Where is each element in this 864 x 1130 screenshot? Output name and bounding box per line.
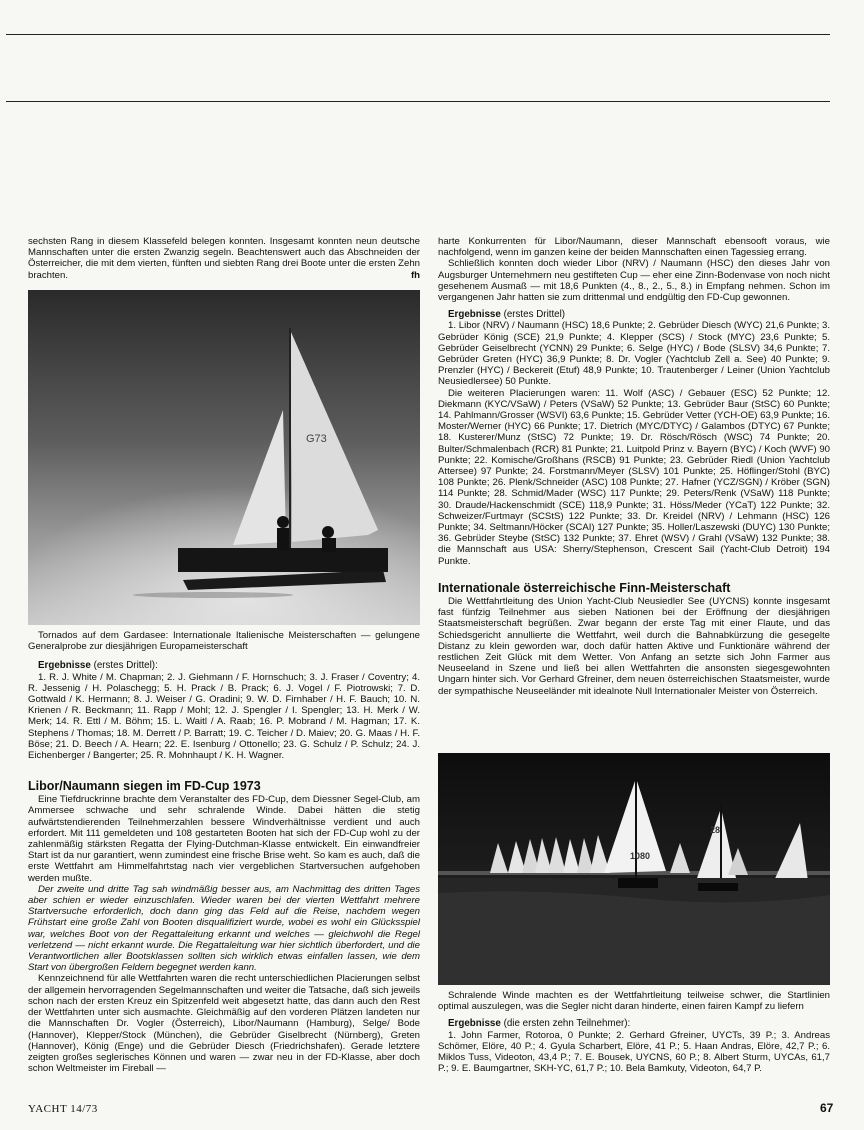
page-number: 67 xyxy=(820,1101,834,1115)
right-column xyxy=(438,236,830,697)
finn-sail-number-1: 1080 xyxy=(630,851,651,861)
fd-cup-paragraph-2: Der zweite und dritte Tag sah windmäßig besser aus, am Nachmittag des dritten Tages aber schien er wieder einzuschlafen. Wieder waren bei der vierten Wettfahrt mehrere Startversuche erforderlich, doch dann ging das Feld auf die Reise, nachdem wegen Frühstart eine große Zahl von Booten disqualifiziert wurde, wobei es wohl ein Glücksspiel war, welches Boot von der Regattaleitung erkannt und welches — gleichwohl die Regel verletzend — nicht erkannt wurde. Die Regattaleitung war hier sichtlich überfordert, und die Verantwortlichen aller Bootsklassen sollten sich wirklich etwas einfallen lassen, wie dem Start von übergroßen Feldern begegnet werden kann. xyxy=(28,883,420,974)
fd-cup-paragraph-4: harte Konkurrenten für Libor/Naumann, dieser Mannschaft ebensooft voraus, wie nachfolgend, wenn im ganzen keine der beiden Mannschaften einen Tagessieg errang. xyxy=(438,236,830,259)
fd-cup-paragraph-3: Kennzeichnend für alle Wettfahrten waren die recht unterschiedlichen Placierungen selbst der allgemein hervorragenden Segelmannschaften und weiter die Tatsache, daß sich jeweils schon nach der ersten Kreuz ein Spitzenfeld weit abgesetzt hatte, das dann auch den Rest der Wettfahrten unter sich ausmachte. Gleichmäßig auf den vorderen Plätzen landeten nur die Mannschaften Dr. Vogler (Österreich), Libor/Naumann (Hamburg), Selge/ Bode (Hannover), Klepper/Stock (München), die Gebrüder Giselbrecht (Nürnberg), Greten (Hannover), König (Enge) und die Gebrüder Diesch (Friedrichshafen). Gerade letztere zeigten großes seglerisches Können und waren — zwar neu in der FD-Klasse, aber doch schon Weltmeister im Fireball — xyxy=(28,973,420,1075)
finn-paragraph: Die Wettfahrtleitung des Union Yacht-Club Neusiedler See (UYCNS) konnte insgesamt fast fünfzig Teilnehmer aus sieben Nationen bei der Eröffnung der diesjährigen Staatsmeisterschaft begrüßen. Zwar begann der erste Tag mit einer Flaute, und das Schiedsgericht annullierte die Wettfahrt, weil durch die Bahnabkürzung die gesegelte Distanz zu klein geworden war, doch dafür hatten Aktive und Funktionäre während der restlichen Zeit Glück mit dem Wetter. Von Anfang an setzte sich John Farmer aus Neuseeland in Szene und ließ bei allen Wettfahrten die ansonsten siegesgewohnten Ungarn hinter sich. Vor Gerhard Gfreiner, dem neuen österreichischen Staatsmeister, wurde der sympathische Neuseeländer mit idealnote Null Internationaler Meister von Österreich. xyxy=(438,595,830,697)
finn-photo-caption: Schralende Winde machten es der Wettfahrtleitung teilweise schwer, die Startlinien optimal auszulegen, was die Segler nicht daran hinderte, einen fairen Kampf zu liefern xyxy=(438,990,830,1013)
tornado-photo xyxy=(28,290,420,625)
finn-photo xyxy=(438,753,830,985)
tornado-photo-image xyxy=(28,290,420,625)
results-heading-1: Ergebnisse (erstes Drittel): xyxy=(38,660,158,672)
left-column-lower xyxy=(28,630,420,1074)
results-list-1: 1. R. J. White / M. Chapman; 2. J. Giehmann / F. Hornschuch; 3. J. Fraser / Coventry; 4. R. Jessenig / H. Polaschegg; 5. H. Prack / B. Prack; 6. J. Vogel / F. Piotrowski; 7. D. Gottwald / K. Hermann; 8. J. Weiser / G. Oradini; 9. W. D. Firnhaber / H. F. Bauch; 10. N. Krienen / R. Beckmann; 11. Rapp / Mohl; 12. J. Spengler / I. Spengler; 13. H. Merk / W. Merk; 14. R. Ettl / M. Böhm; 15. L. Waitl / A. Raab; 16. P. Mobrand / M. Hagman; 17. K. Stephens / Thomas; 18. M. Derrett / P. Barratt; 19. C. Teicher / D. Maiev; 20. G. Maas / H. F. Böse; 21. D. Beech / A. Hearn; 22. E. Isenburg / Ottonello; 23. G. Schulz / P. Schulz; 24. J. Eichenberger / Bangerter; 25. R. Mohnhaupt / K. H. Wagner. xyxy=(28,671,420,762)
magazine-issue: YACHT 14/73 xyxy=(28,1103,98,1115)
fd-cup-paragraph-1: Eine Tiefdruckrinne brachte dem Veranstalter des FD-Cup, dem Diessner Segel-Club, am Ammersee schwache und sehr schralende Winde. Dabei hätten die stetig aufwärtstendierenden Teilnehmerzahlen bessere Windverhältnisse verdient und auch erfordert. Mit 111 gemeldeten und 108 gestarteten Booten hat sich der FD-Cup wohl zu der zahlenmäßig stärksten Regatta der Flying-Dutchman-Klasse entwickelt. Ein einwandfreier Start ist da nur garantiert, wenn zumindest eine frische Brise weht. So kam es auch, daß die erste Wettfahrt am Himmelfahrtstag nach vier vergeblichen Startversuchen aufgehoben werden mußte. xyxy=(28,794,420,884)
finn-photo-image xyxy=(438,753,830,985)
finn-sail-number-2: 28 xyxy=(710,825,721,835)
finn-heading: Internationale österreichische Finn-Meisterschaft xyxy=(438,580,731,595)
fd-cup-heading: Libor/Naumann siegen im FD-Cup 1973 xyxy=(28,779,261,794)
top-rule xyxy=(6,34,830,35)
fd-cup-paragraph-5: Schließlich konnten doch wieder Libor (NRV) / Naumann (HSC) den dieses Jahr von Augsburger Unternehmern neu gestifteten Cup — eher eine Zinn-Bodenvase von noch nicht gesehenem Ausmaß — mit 18,6 Punkten (4., 8., 2., 5., 8.) in Empfang nehmen. Schon im vergangenen Jahr hatten sie zum drittenmal und endgültig den FD-Cup gewonnen. xyxy=(438,258,830,304)
tornado-sail-number: G73 xyxy=(306,433,327,445)
author-sign: fh xyxy=(410,269,420,281)
right-column-lower xyxy=(438,990,830,1074)
results-list-3: 1. John Farmer, Rotoroa, 0 Punkte; 2. Gerhard Gfreiner, UYCTs, 39 P.; 3. Andreas Schömer, Elöre, 40 P.; 4. Gyula Scharbert, Elöre, 41 P.; 5. Haan Andras, Elöre, 42,7 P.; 6. Miklos Tuss, Videoton, 43,4 P.; 7. E. Bousek, UYCNS, 60 P.; 8. Albert Sturm, UYCAs, 61,7 P.; 9. E. Baumgartner, SKH-YC, 61,7 P.; 10. Bela Bamkuty, Videoton, 64,7 P. xyxy=(438,1029,830,1075)
results-list-2: 1. Libor (NRV) / Naumann (HSC) 18,6 Punkte; 2. Gebrüder Diesch (WYC) 21,6 Punkte; 3. Gebrüder König (SCE) 21,9 Punkte; 4. Klepper (SCS) / Stock (MYC) 23,6 Punkte; 5. Gebrüder Geiselbrecht (YCNN) 29 Punkte; 6. Selge (HYC) / Bode (SLSV) 34,6 Punkte; 7. Gebrüder Greten (HYC) 36,9 Punkte; 8. Dr. Vogler (Yachtclub Zell a. See) 40 Punkte; 9. Prenzler (HYC) / Beckereit (Etuf) 48,9 Punkte; 10. Trautenberger / Leiner (Union Yachtclub Neusiedlersee) 50 Punkte. xyxy=(438,320,830,388)
intro-paragraph: sechsten Rang in diesem Klassefeld belegen konnten. Insgesamt konnten neun deutsche Mannschaften unter die ersten Zwanzig segeln. Beachtenswert auch das Abschneiden der Österreicher, die mit dem vierten, fünften und siebten Rang drei Boote unter die ersten Zehn brachten. fh xyxy=(28,236,420,281)
tornado-photo-caption: Tornados auf dem Gardasee: Internationale Italienische Meisterschaften — gelungene Generalprobe zur diesjährigen Europameisterschaft xyxy=(28,630,420,653)
results-heading-3: Ergebnisse (die ersten zehn Teilnehmer): xyxy=(448,1018,631,1030)
results-list-2-more: Die weiteren Placierungen waren: 11. Wolf (ASC) / Gebauer (ESC) 52 Punkte; 12. Diekmann (KYC/VSaW) / Peters (VSaW) 52 Punkte; 13. Gebrüder Baur (StSC) 60 Punkte; 14. Pahlmann/Grosser (WSVI) 63,6 Punkte; 15. Gebrüder Vetter (YCH-OE) 63,9 Punkte; 16. Moster/Werner (HYC) 66 Punkte; 17. Dietrich (MYC/DTYC) / Galambos (DTYC) 67 Punkte; 18. Kusterer/Munz (StSC) 72 Punkte; 19. Dr. Rösch/Rösch (WSC) 74 Punkte; 20. Bulter/Schmalenbach (RCR) 81 Punkte; 21. Luitpold Prinz v. Bayern (BYC) / Koch (WVF) 90 Punkte; 22. Komische/Großhans (RSCB) 91 Punkte; 23. Gebrüder Riedl (Union Yachtclub Attersee) 97 Punkte; 24. Forstmann/Meyer (SLSV) 101 Punkte; 25. Höflinger/Stohl (BYC) 108 Punkte; 26. Plenk/Schneider (ASC) 108 Punkte; 27. Hafner (YCZ/SGN) / Kröber (SGN) 114 Punkte; 28. Schmid/Mader (WSC) 117 Punkte; 29. Peters/Renk (VSaW) 118 Punkte; 30. Draude/Hackenschmidt (SCE) 118,9 Punkte; 31. Höss/Meder (YCaT) 122 Punkte; 32. Schweizer/Furtmayr (SCStS) 122 Punkte; 33. Dr. Kreidel (NRV) / Lehmann (HSC) 126 Punkte; 34. Seltmann/Höcker (SCAI) 127 Punkte; 35. Holler/Laszewski (DUYC) 130 Punkte; 36. Gebrüder Steybe (StSC) 132 Punkte; 37. Ehret (WSV) / Grahl (VSaW) 132 Punkte; 38. die Mannschaft aus USA: Sherry/Stephenson, Crescent Sail (Yacht-Club Detroit) 194 Punkte. xyxy=(438,387,830,567)
results-heading-2: Ergebnisse (erstes Drittel) xyxy=(448,309,566,321)
second-rule xyxy=(6,101,830,102)
left-column xyxy=(28,236,420,281)
